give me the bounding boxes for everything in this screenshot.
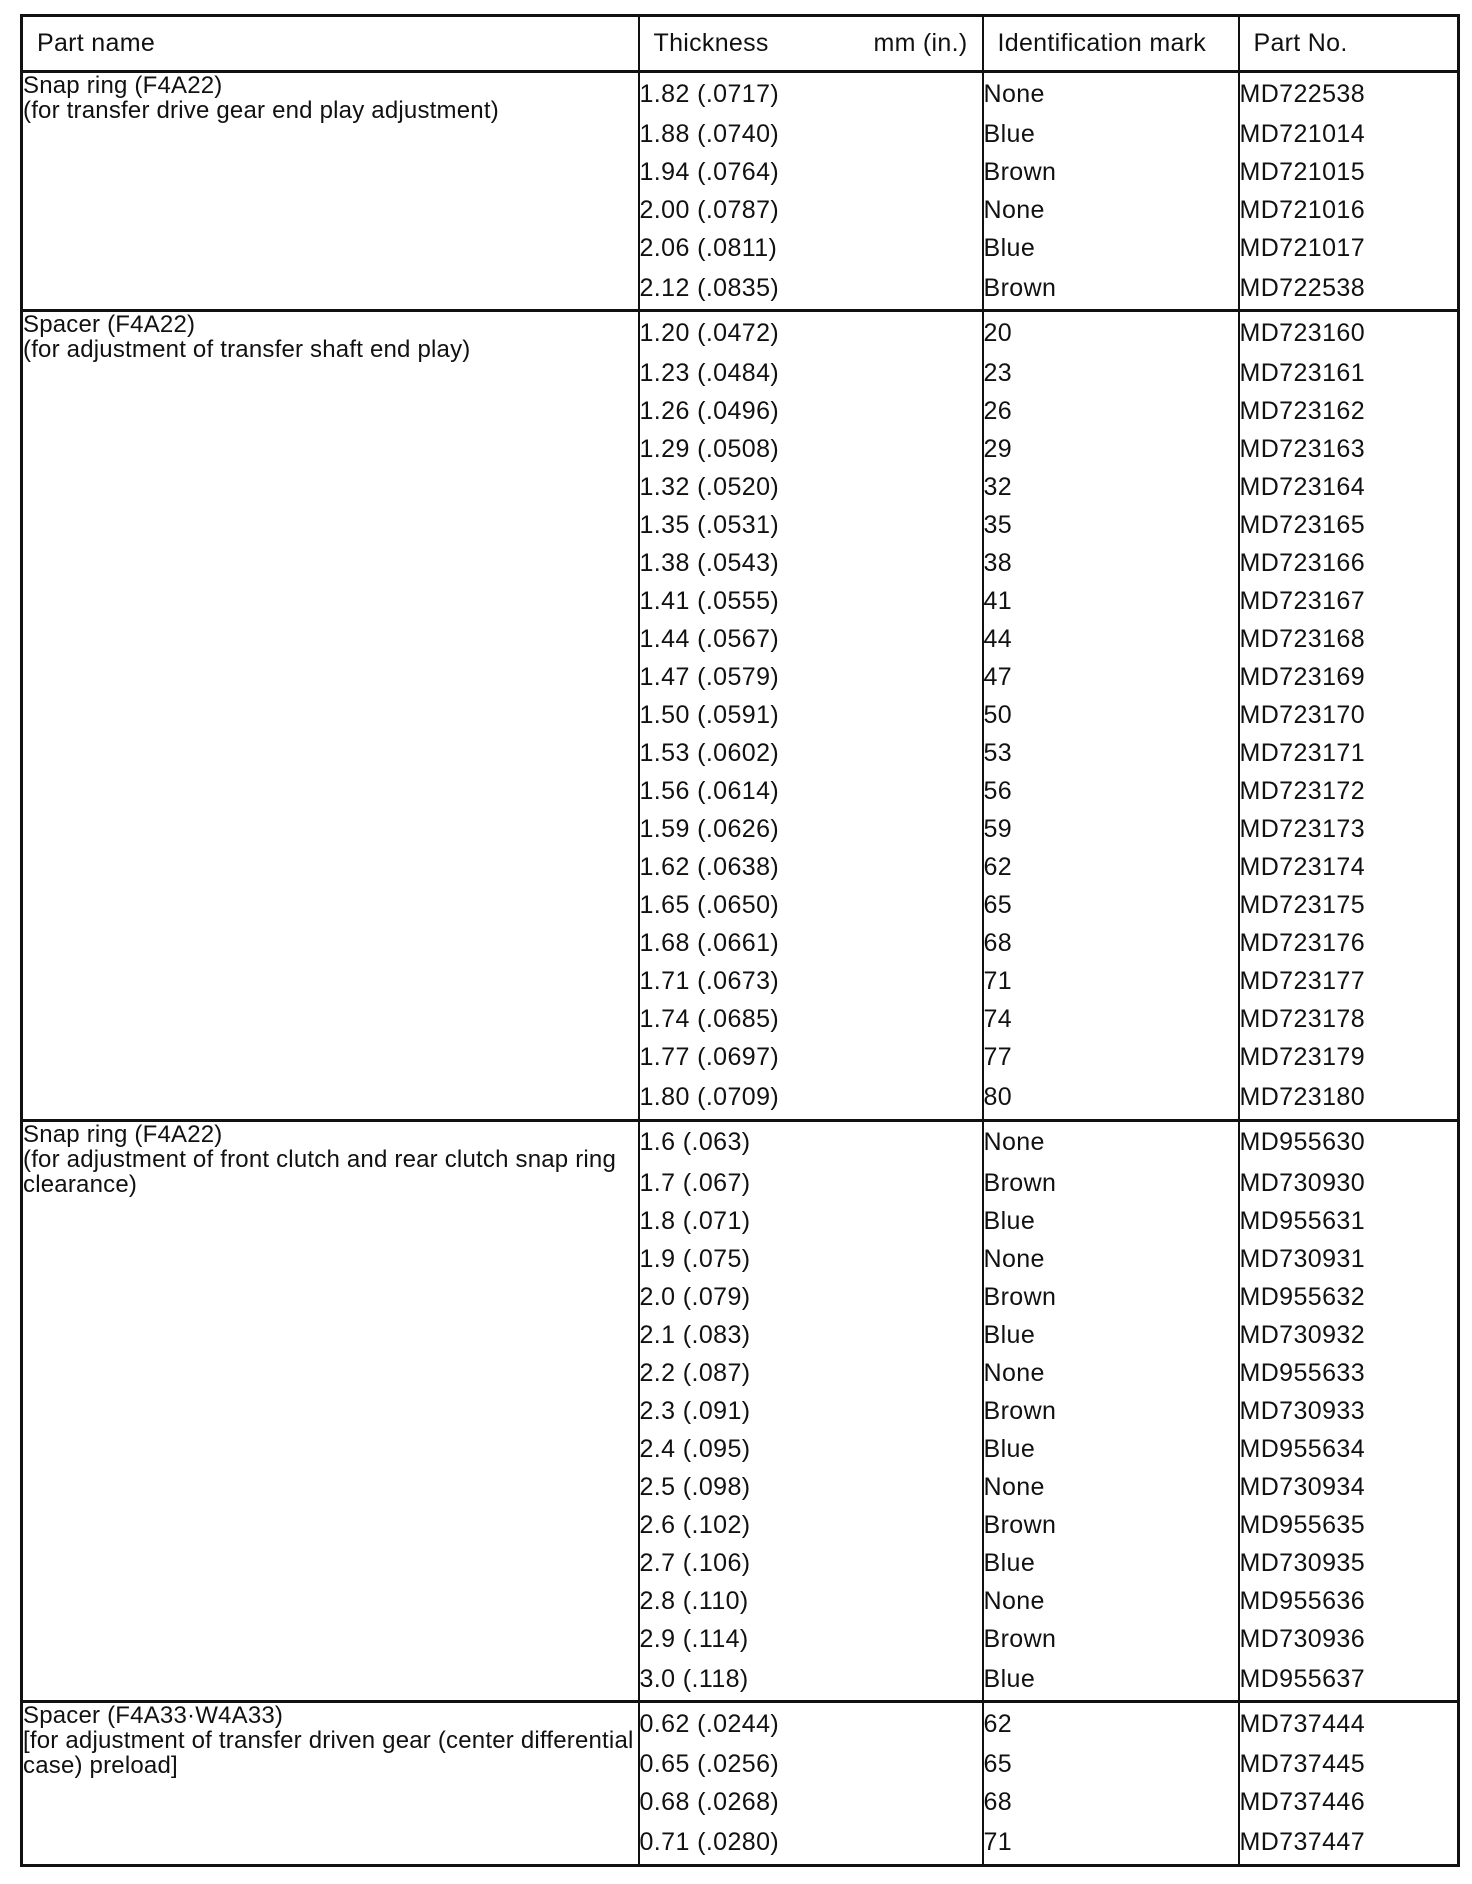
part-no-cell: MD723176	[1239, 925, 1459, 963]
thickness-cell: 1.6 (.063)	[639, 1120, 983, 1164]
header-part-no: Part No.	[1239, 16, 1459, 72]
table-row	[22, 311, 1459, 355]
table-header-row	[22, 16, 1459, 72]
thickness-cell: 1.56 (.0614)	[639, 773, 983, 811]
part-name-cell	[22, 311, 639, 1121]
thickness-cell: 1.35 (.0531)	[639, 507, 983, 545]
thickness-cell: 1.68 (.0661)	[639, 925, 983, 963]
identification-mark-cell: Brown	[983, 1278, 1239, 1316]
part-name-cell	[22, 1702, 639, 1866]
identification-mark-cell: 38	[983, 545, 1239, 583]
identification-mark-cell: 59	[983, 811, 1239, 849]
identification-mark-cell: None	[983, 72, 1239, 116]
identification-mark-cell: None	[983, 1468, 1239, 1506]
identification-mark-cell: Brown	[983, 1392, 1239, 1430]
identification-mark-cell: Brown	[983, 267, 1239, 311]
header-thickness-label: Thickness	[653, 29, 769, 57]
part-name-title: Spacer (F4A22)	[23, 311, 196, 339]
identification-mark-cell: 65	[983, 887, 1239, 925]
part-no-cell: MD730936	[1239, 1620, 1459, 1658]
part-no-cell: MD730930	[1239, 1164, 1459, 1202]
thickness-cell: 2.12 (.0835)	[639, 267, 983, 311]
part-no-cell: MD723167	[1239, 583, 1459, 621]
thickness-cell: 1.82 (.0717)	[639, 72, 983, 116]
part-no-cell: MD721014	[1239, 115, 1459, 153]
identification-mark-cell: Blue	[983, 1658, 1239, 1702]
thickness-cell: 2.8 (.110)	[639, 1582, 983, 1620]
thickness-cell: 1.71 (.0673)	[639, 963, 983, 1001]
identification-mark-cell: Blue	[983, 1430, 1239, 1468]
part-no-cell: MD955633	[1239, 1354, 1459, 1392]
thickness-cell: 2.6 (.102)	[639, 1506, 983, 1544]
thickness-cell: 1.7 (.067)	[639, 1164, 983, 1202]
identification-mark-cell: None	[983, 1582, 1239, 1620]
part-no-cell: MD737444	[1239, 1702, 1459, 1746]
thickness-cell: 1.62 (.0638)	[639, 849, 983, 887]
thickness-cell: 1.8 (.071)	[639, 1202, 983, 1240]
thickness-cell: 2.3 (.091)	[639, 1392, 983, 1430]
part-name-cell	[22, 1120, 639, 1701]
thickness-cell: 0.65 (.0256)	[639, 1746, 983, 1784]
identification-mark-cell: 20	[983, 311, 1239, 355]
identification-mark-cell: None	[983, 1240, 1239, 1278]
identification-mark-cell: 65	[983, 1746, 1239, 1784]
part-no-cell: MD723160	[1239, 311, 1459, 355]
identification-mark-cell: 44	[983, 621, 1239, 659]
part-no-cell: MD737446	[1239, 1784, 1459, 1822]
identification-mark-cell: 50	[983, 697, 1239, 735]
thickness-cell: 1.23 (.0484)	[639, 354, 983, 392]
thickness-cell: 1.29 (.0508)	[639, 431, 983, 469]
part-no-cell: MD723166	[1239, 545, 1459, 583]
part-no-cell: MD722538	[1239, 267, 1459, 311]
part-no-cell: MD723172	[1239, 773, 1459, 811]
identification-mark-cell: Blue	[983, 1544, 1239, 1582]
part-no-cell: MD955631	[1239, 1202, 1459, 1240]
part-no-cell: MD723165	[1239, 507, 1459, 545]
thickness-cell: 1.74 (.0685)	[639, 1001, 983, 1039]
identification-mark-cell: Blue	[983, 1202, 1239, 1240]
part-no-cell: MD723161	[1239, 354, 1459, 392]
identification-mark-cell: 62	[983, 849, 1239, 887]
identification-mark-cell: None	[983, 1120, 1239, 1164]
identification-mark-cell: Brown	[983, 1620, 1239, 1658]
identification-mark-cell: Blue	[983, 229, 1239, 267]
identification-mark-cell: 35	[983, 507, 1239, 545]
thickness-cell: 1.32 (.0520)	[639, 469, 983, 507]
thickness-cell: 2.7 (.106)	[639, 1544, 983, 1582]
header-thickness-unit: mm (in.)	[873, 29, 968, 57]
header-part-name: Part name	[22, 16, 639, 72]
part-no-cell: MD730934	[1239, 1468, 1459, 1506]
part-no-cell: MD955637	[1239, 1658, 1459, 1702]
identification-mark-cell: 26	[983, 393, 1239, 431]
identification-mark-cell: Brown	[983, 153, 1239, 191]
part-no-cell: MD721016	[1239, 191, 1459, 229]
identification-mark-cell: 41	[983, 583, 1239, 621]
identification-mark-cell: 47	[983, 659, 1239, 697]
part-no-cell: MD737445	[1239, 1746, 1459, 1784]
identification-mark-cell: 80	[983, 1077, 1239, 1121]
identification-mark-cell: 56	[983, 773, 1239, 811]
thickness-cell: 1.80 (.0709)	[639, 1077, 983, 1121]
thickness-cell: 0.68 (.0268)	[639, 1784, 983, 1822]
part-no-cell: MD955632	[1239, 1278, 1459, 1316]
thickness-cell: 2.06 (.0811)	[639, 229, 983, 267]
thickness-cell: 1.26 (.0496)	[639, 393, 983, 431]
part-no-cell: MD737447	[1239, 1822, 1459, 1866]
part-name-description: [for adjustment of transfer driven gear (center differential case) preload]	[23, 1727, 634, 1780]
identification-mark-cell: None	[983, 1354, 1239, 1392]
part-no-cell: MD723170	[1239, 697, 1459, 735]
thickness-cell: 1.41 (.0555)	[639, 583, 983, 621]
part-no-cell: MD955635	[1239, 1506, 1459, 1544]
thickness-cell: 1.65 (.0650)	[639, 887, 983, 925]
identification-mark-cell: 68	[983, 925, 1239, 963]
thickness-cell: 1.44 (.0567)	[639, 621, 983, 659]
part-no-cell: MD723179	[1239, 1039, 1459, 1077]
identification-mark-cell: 32	[983, 469, 1239, 507]
part-no-cell: MD955634	[1239, 1430, 1459, 1468]
identification-mark-cell: 71	[983, 963, 1239, 1001]
part-name-description: (for adjustment of front clutch and rear clutch snap ring clearance)	[23, 1145, 617, 1198]
thickness-cell: 1.88 (.0740)	[639, 115, 983, 153]
thickness-cell: 1.47 (.0579)	[639, 659, 983, 697]
identification-mark-cell: Blue	[983, 1316, 1239, 1354]
thickness-cell: 1.20 (.0472)	[639, 311, 983, 355]
part-no-cell: MD723171	[1239, 735, 1459, 773]
part-no-cell: MD723162	[1239, 393, 1459, 431]
part-no-cell: MD723178	[1239, 1001, 1459, 1039]
part-name-description: (for adjustment of transfer shaft end play)	[23, 336, 471, 364]
identification-mark-cell: 62	[983, 1702, 1239, 1746]
thickness-cell: 2.9 (.114)	[639, 1620, 983, 1658]
thickness-cell: 1.38 (.0543)	[639, 545, 983, 583]
part-name-cell	[22, 72, 639, 311]
part-no-cell: MD730931	[1239, 1240, 1459, 1278]
thickness-cell: 1.94 (.0764)	[639, 153, 983, 191]
thickness-cell: 2.0 (.079)	[639, 1278, 983, 1316]
thickness-cell: 3.0 (.118)	[639, 1658, 983, 1702]
part-no-cell: MD721017	[1239, 229, 1459, 267]
identification-mark-cell: Blue	[983, 115, 1239, 153]
thickness-cell: 0.71 (.0280)	[639, 1822, 983, 1866]
identification-mark-cell: 68	[983, 1784, 1239, 1822]
thickness-cell: 2.00 (.0787)	[639, 191, 983, 229]
part-no-cell: MD723163	[1239, 431, 1459, 469]
thickness-cell: 1.59 (.0626)	[639, 811, 983, 849]
identification-mark-cell: None	[983, 191, 1239, 229]
identification-mark-cell: 53	[983, 735, 1239, 773]
table-row	[22, 72, 1459, 116]
parts-specification-table	[20, 14, 1460, 1867]
part-no-cell: MD723175	[1239, 887, 1459, 925]
thickness-cell: 1.77 (.0697)	[639, 1039, 983, 1077]
part-no-cell: MD723168	[1239, 621, 1459, 659]
part-no-cell: MD723164	[1239, 469, 1459, 507]
identification-mark-cell: 74	[983, 1001, 1239, 1039]
identification-mark-cell: Brown	[983, 1506, 1239, 1544]
part-no-cell: MD730932	[1239, 1316, 1459, 1354]
thickness-cell: 1.9 (.075)	[639, 1240, 983, 1278]
part-no-cell: MD721015	[1239, 153, 1459, 191]
identification-mark-cell: 29	[983, 431, 1239, 469]
thickness-cell: 2.2 (.087)	[639, 1354, 983, 1392]
part-no-cell: MD955630	[1239, 1120, 1459, 1164]
thickness-cell: 2.1 (.083)	[639, 1316, 983, 1354]
part-no-cell: MD723177	[1239, 963, 1459, 1001]
part-name-title: Snap ring (F4A22)	[23, 1120, 223, 1148]
part-no-cell: MD955636	[1239, 1582, 1459, 1620]
thickness-cell: 2.4 (.095)	[639, 1430, 983, 1468]
identification-mark-cell: 23	[983, 354, 1239, 392]
part-name-title: Spacer (F4A33·W4A33)	[23, 1702, 284, 1730]
part-no-cell: MD730935	[1239, 1544, 1459, 1582]
header-thickness	[639, 16, 983, 72]
part-name-description: (for transfer drive gear end play adjustment)	[23, 97, 499, 124]
thickness-cell: 0.62 (.0244)	[639, 1702, 983, 1746]
identification-mark-cell: Brown	[983, 1164, 1239, 1202]
part-no-cell: MD723180	[1239, 1077, 1459, 1121]
header-identification-mark: Identification mark	[983, 16, 1239, 72]
thickness-cell: 1.53 (.0602)	[639, 735, 983, 773]
part-no-cell: MD723174	[1239, 849, 1459, 887]
part-no-cell: MD730933	[1239, 1392, 1459, 1430]
table-row	[22, 1120, 1459, 1164]
table-row	[22, 1702, 1459, 1746]
identification-mark-cell: 77	[983, 1039, 1239, 1077]
part-no-cell: MD723169	[1239, 659, 1459, 697]
part-no-cell: MD722538	[1239, 72, 1459, 116]
part-no-cell: MD723173	[1239, 811, 1459, 849]
identification-mark-cell: 71	[983, 1822, 1239, 1866]
table-body	[22, 72, 1459, 1866]
thickness-cell: 1.50 (.0591)	[639, 697, 983, 735]
thickness-cell: 2.5 (.098)	[639, 1468, 983, 1506]
part-name-title: Snap ring (F4A22)	[23, 72, 223, 99]
